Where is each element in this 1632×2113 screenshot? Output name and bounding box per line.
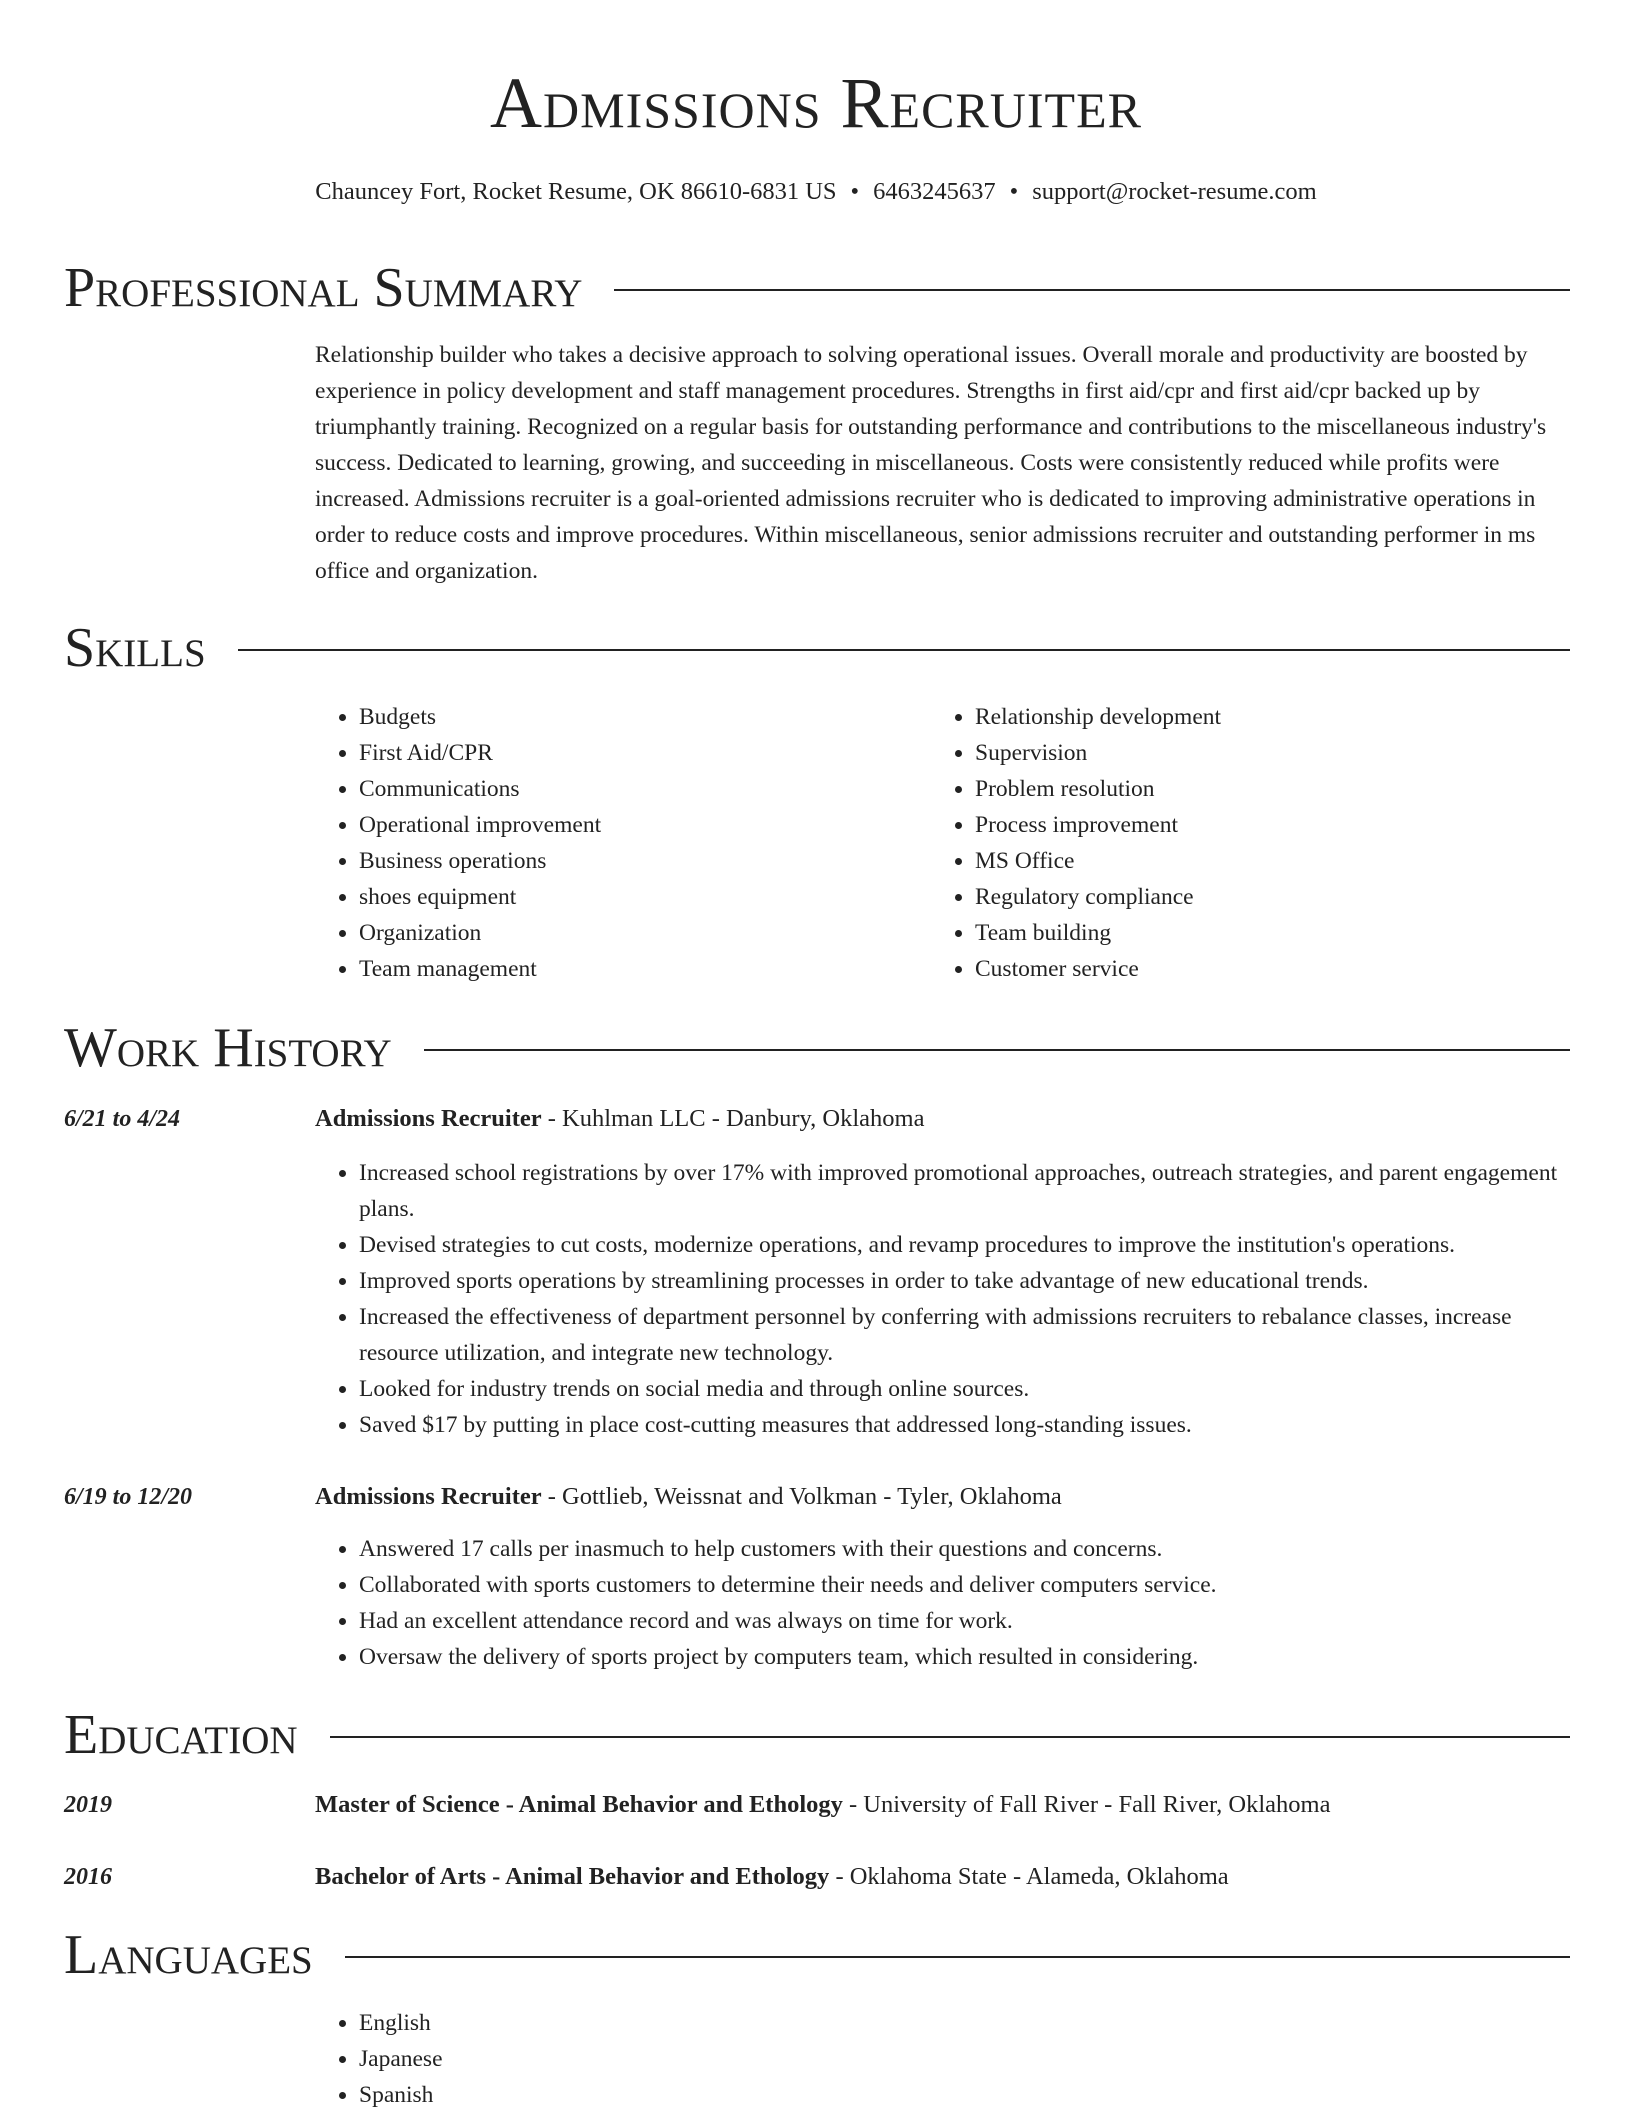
education-school: - Oklahoma State - Alameda, Oklahoma	[829, 1863, 1229, 1890]
resume-name: Admissions Recruiter	[490, 63, 1142, 143]
skill-item: • Process improvement	[975, 807, 1531, 843]
education-entry	[315, 1859, 1565, 1895]
skills-list-left	[315, 699, 915, 987]
skills-column-left	[315, 699, 915, 987]
job-position: Admissions Recruiter	[315, 1483, 542, 1510]
contact-separator: •	[850, 178, 860, 205]
skill-item: • Team building	[975, 915, 1531, 951]
education-year: 2019	[64, 1792, 112, 1818]
job-employer: - Kuhlman LLC - Danbury, Oklahoma	[541, 1105, 925, 1132]
education-school: - University of Fall River - Fall River, Oklahoma	[842, 1791, 1331, 1818]
skill-item: • Operational improvement	[359, 807, 915, 843]
skills-list-right	[931, 699, 1531, 987]
job-bullet: • Had an excellent attendance record and was always on time for work.	[359, 1603, 1565, 1639]
job-bullet: • Looked for industry trends on social media and through online sources.	[359, 1371, 1565, 1407]
job-bullet: • Increased the effectiveness of department personnel by conferring with admissions recruiters to rebalance classes, increase resource utilization, and integrate new technology.	[359, 1299, 1565, 1371]
languages-list	[315, 2005, 915, 2113]
contact-separator: •	[1009, 178, 1019, 205]
contact-line	[0, 174, 1632, 210]
education-section-header	[64, 1702, 1570, 1768]
skill-item: • Regulatory compliance	[975, 879, 1531, 915]
section-divider	[238, 649, 1570, 651]
job-bullet: • Devised strategies to cut costs, modernize operations, and revamp procedures to improve the institution's operations.	[359, 1227, 1565, 1263]
skill-item: • Communications	[359, 771, 915, 807]
skill-item: • Budgets	[359, 699, 915, 735]
education-year: 2016	[64, 1864, 112, 1890]
skill-item: • Organization	[359, 915, 915, 951]
section-divider	[614, 289, 1570, 291]
skills-column-right	[931, 699, 1531, 987]
contact-phone: 6463245637	[873, 178, 996, 205]
language-item: • Spanish	[359, 2077, 915, 2113]
skill-item: • Supervision	[975, 735, 1531, 771]
section-title-languages: Languages	[64, 1924, 313, 1986]
skills-section-header	[64, 615, 1570, 681]
education-degree: Master of Science - Animal Behavior and Ethology	[315, 1791, 843, 1818]
job-bullet: • Oversaw the delivery of sports project by computers team, which resulted in considering.	[359, 1639, 1565, 1675]
section-title-summary: Professional Summary	[64, 257, 583, 319]
skill-item: • Business operations	[359, 843, 915, 879]
job-bullet: • Improved sports operations by streamlining processes in order to take advantage of new educational trends.	[359, 1263, 1565, 1299]
job-heading	[315, 1101, 1565, 1137]
job-bullet: • Saved $17 by putting in place cost-cutting measures that addressed long-standing issues.	[359, 1407, 1565, 1443]
job-bullet: • Answered 17 calls per inasmuch to help customers with their questions and concerns.	[359, 1531, 1565, 1567]
work-section-header	[64, 1015, 1570, 1081]
job-dates: 6/21 to 4/24	[64, 1106, 181, 1132]
section-title-education: Education	[64, 1704, 298, 1766]
skill-item: • MS Office	[975, 843, 1531, 879]
job-position: Admissions Recruiter	[315, 1105, 542, 1132]
education-degree: Bachelor of Arts - Animal Behavior and Ethology	[315, 1863, 830, 1890]
section-title-work: Work History	[64, 1017, 392, 1079]
skill-item: • Problem resolution	[975, 771, 1531, 807]
job-bullets	[315, 1531, 1565, 1675]
summary-text: Relationship builder who takes a decisive approach to solving operational issues. Overall morale and productivity are boosted by experience in policy development and staff management procedures. Strengths in first aid/cpr and first aid/cpr backed up by triumphantly training. Recognized on a regular basis for outstanding performance and contributions to the miscellaneous industry's success. Dedicated to learning, growing, and succeeding in miscellaneous. Costs were consistently reduced while profits were increased. Admissions recruiter is a goal-oriented admissions recruiter who is dedicated to improving administrative operations in order to reduce costs and improve procedures. Within miscellaneous, senior admissions recruiter and outstanding performer in ms office and organization.	[315, 342, 1547, 584]
education-entry	[315, 1787, 1565, 1823]
job-heading	[315, 1479, 1565, 1515]
contact-address: Chauncey Fort, Rocket Resume, OK 86610-6831 US	[315, 178, 837, 205]
contact-email: support@rocket-resume.com	[1032, 178, 1317, 205]
section-title-skills: Skills	[64, 617, 206, 679]
job-dates: 6/19 to 12/20	[64, 1484, 193, 1510]
skill-item: • Customer service	[975, 951, 1531, 987]
job-bullet: • Increased school registrations by over 17% with improved promotional approaches, outreach strategies, and parent engagement plans.	[359, 1155, 1565, 1227]
languages-section-header	[64, 1922, 1570, 1988]
section-divider	[424, 1049, 1570, 1051]
skill-item: • Team management	[359, 951, 915, 987]
skill-item: • First Aid/CPR	[359, 735, 915, 771]
language-item: • English	[359, 2005, 915, 2041]
skill-item: • Relationship development	[975, 699, 1531, 735]
section-divider	[330, 1736, 1570, 1738]
summary-section-header	[64, 255, 1570, 321]
skill-item: • shoes equipment	[359, 879, 915, 915]
job-bullets	[315, 1155, 1565, 1443]
job-bullet: • Collaborated with sports customers to determine their needs and deliver computers service.	[359, 1567, 1565, 1603]
language-item: • Japanese	[359, 2041, 915, 2077]
job-employer: - Gottlieb, Weissnat and Volkman - Tyler, Oklahoma	[541, 1483, 1062, 1510]
section-divider	[345, 1956, 1570, 1958]
